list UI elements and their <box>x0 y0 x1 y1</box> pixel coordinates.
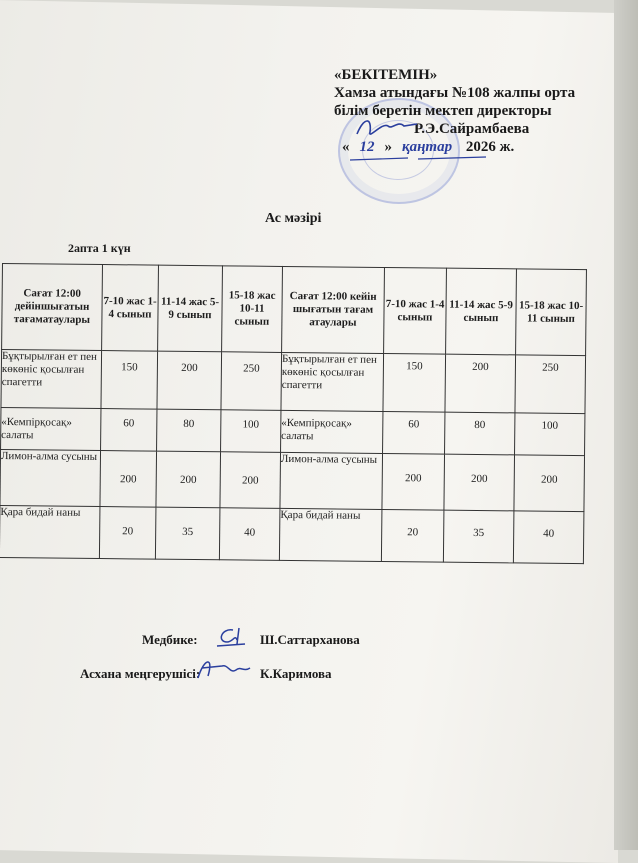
value-cell: 250 <box>515 355 586 414</box>
canteen-manager-signature <box>194 654 252 684</box>
value-cell: 100 <box>221 410 281 453</box>
table-row <box>0 505 584 563</box>
value-cell: 200 <box>156 451 221 508</box>
value-cell: 200 <box>100 451 157 508</box>
table-header-row <box>2 264 587 356</box>
menu-table <box>0 263 587 564</box>
table-row <box>1 350 586 414</box>
header-cell: 15-18 жас 10-11 сынып <box>222 266 283 353</box>
value-cell: 200 <box>445 354 516 413</box>
value-cell: 150 <box>383 354 446 413</box>
value-cell: 20 <box>99 507 156 560</box>
value-cell: 150 <box>101 351 158 410</box>
table-row <box>0 449 585 511</box>
nurse-signature <box>213 624 249 650</box>
approval-block <box>334 66 624 156</box>
header-cell: Сағат 12:00 дейіншығатын тағаматаулары <box>2 264 103 351</box>
value-cell: 200 <box>444 454 515 511</box>
table-row <box>1 407 585 455</box>
canteen-manager-name: К.Каримова <box>260 666 332 681</box>
dish-cell: «Кемпірқосақ» салаты <box>281 410 383 453</box>
dish-cell: Бұқтырылған ет пен көкөніс қосылған спагетти <box>1 350 102 409</box>
dish-cell: Лимон-алма сусыны <box>280 452 383 509</box>
dish-cell: «Кемпірқосақ» салаты <box>1 407 101 450</box>
value-cell: 80 <box>157 409 221 452</box>
value-cell: 35 <box>443 510 514 563</box>
value-cell: 80 <box>445 412 515 455</box>
value-cell: 40 <box>513 511 584 564</box>
page-title: Ас мәзірі <box>265 211 322 226</box>
value-cell: 60 <box>101 409 157 452</box>
approval-director: Р.Э.Сайрамбаева <box>414 121 530 137</box>
canteen-manager-label: Асхана меңгерушісі: <box>80 666 201 681</box>
value-cell: 200 <box>514 455 585 512</box>
value-cell: 100 <box>515 413 585 456</box>
value-cell: 35 <box>155 507 220 560</box>
dish-cell: Бұқтырылған ет пен көкөніс қосылған спагетти <box>281 352 384 411</box>
dish-cell: Лимон-алма сусыны <box>0 449 101 506</box>
value-cell: 60 <box>383 411 445 454</box>
dish-cell: Қара бидай наны <box>279 508 382 561</box>
approval-position: білім беретін мектеп директоры <box>334 103 552 119</box>
value-cell: 20 <box>381 509 444 562</box>
week-day-label: 2апта 1 күн <box>68 241 131 255</box>
nurse-name: Ш.Саттарханова <box>260 632 360 647</box>
header-cell: 15-18 жас 10-11 сынып <box>516 269 587 356</box>
value-cell: 200 <box>157 351 222 410</box>
value-cell: 200 <box>382 453 445 510</box>
header-cell: 11-14 жас 5-9 сынып <box>158 265 223 352</box>
approval-school: Хамза атындағы №108 жалпы орта <box>334 85 576 101</box>
value-cell: 40 <box>219 508 280 561</box>
value-cell: 250 <box>221 352 282 411</box>
approval-date: « 12 » қаңтар 2026 ж. <box>342 139 515 155</box>
value-cell: 200 <box>220 452 281 509</box>
dish-cell: Қара бидай наны <box>0 505 100 558</box>
approval-heading: «БЕКІТЕМІН» <box>334 67 438 83</box>
header-cell: Сағат 12:00 кейін шығатын тағам атаулары <box>282 266 385 353</box>
director-signature <box>352 112 422 142</box>
date-underline <box>348 154 488 164</box>
header-cell: 7-10 жас 1-4 сынып <box>102 265 159 352</box>
header-cell: 7-10 жас 1-4 сынып <box>384 268 447 355</box>
nurse-label: Медбике: <box>142 632 198 647</box>
header-cell: 11-14 жас 5-9 сынып <box>446 268 517 355</box>
